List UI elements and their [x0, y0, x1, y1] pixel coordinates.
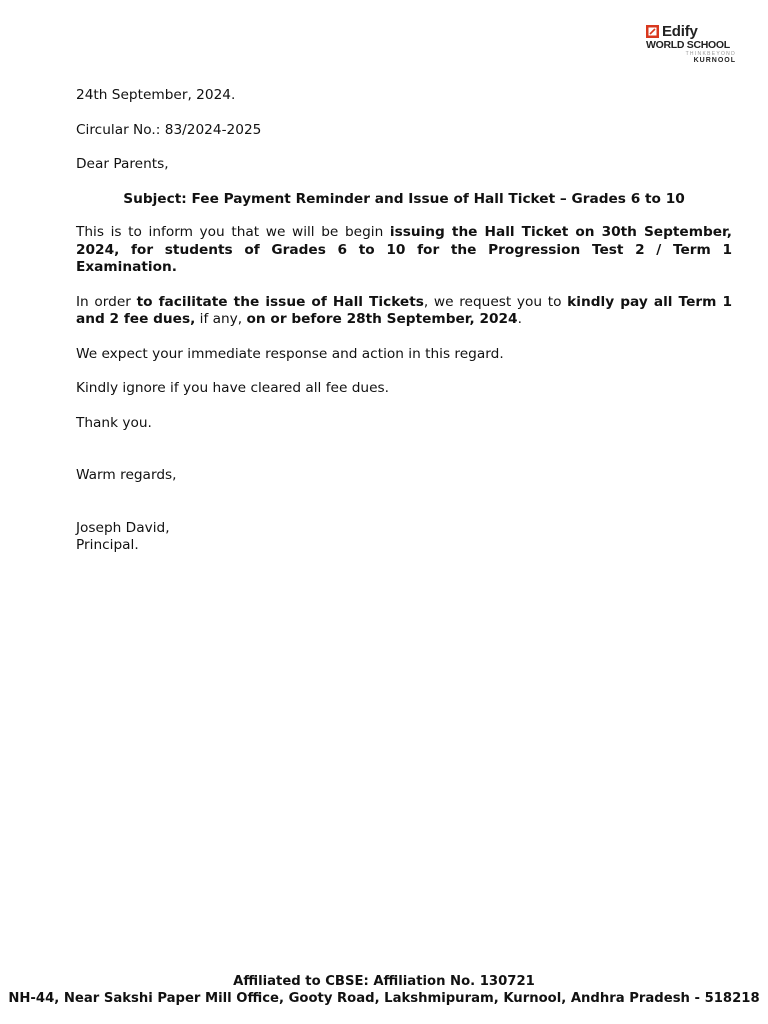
- p1-text: This is to inform you that we will be begin: [76, 224, 390, 240]
- logo-top-row: [646, 22, 741, 40]
- p2-text-c: , we request you to: [423, 293, 568, 310]
- signatory-title: Principal.: [76, 537, 139, 553]
- paragraph-fee-request: [76, 294, 732, 329]
- subject-line: Subject: Fee Payment Reminder and Issue of Hall Ticket – Grades 6 to 10: [123, 190, 685, 207]
- p2-text-g: .: [517, 311, 522, 327]
- paragraph-hall-ticket: [76, 224, 732, 277]
- logo-tagline: THINKBEYOND: [685, 51, 736, 57]
- school-logo: [646, 22, 741, 70]
- signatory-name: Joseph David,: [76, 519, 170, 536]
- p2-bold-d: kindly pay all Term 1 and 2 fee dues,: [76, 293, 732, 327]
- logo-school-text: WORLD SCHOOL: [646, 39, 730, 51]
- salutation: Dear Parents,: [76, 156, 169, 172]
- p2-bold-f: on or before 28th September, 2024: [246, 311, 518, 327]
- address-line: NH-44, Near Sakshi Paper Mill Office, Gooty Road, Lakshmipuram, Kurnool, Andhra Pradesh - 518218: [8, 991, 760, 1006]
- affiliation-line: Affiliated to CBSE: Affiliation No. 130721: [233, 974, 535, 989]
- paragraph-expect: We expect your immediate response and action in this regard.: [76, 345, 504, 362]
- edify-logo-icon: [646, 25, 659, 38]
- page-footer: [0, 973, 768, 1007]
- logo-brand-text: Edify: [662, 22, 698, 40]
- closing-line: Warm regards,: [76, 467, 177, 483]
- p2-bold-b: to facilitate the issue of Hall Tickets: [136, 293, 424, 310]
- paragraph-ignore: Kindly ignore if you have cleared all fee dues.: [76, 380, 389, 396]
- p1-bold: issuing the Hall Ticket on 30th September, 2024, for students of Grades 6 to 10 for the Progression Test 2 / Term 1 Examination.: [76, 224, 732, 275]
- letter-body: [76, 87, 732, 555]
- letter-date: 24th September, 2024.: [76, 87, 236, 103]
- p2-text-a: In order: [76, 293, 137, 310]
- p2-text-e: if any,: [195, 311, 247, 327]
- circular-number: Circular No.: 83/2024-2025: [76, 121, 262, 138]
- logo-city: KURNOOL: [693, 57, 736, 64]
- thanks-line: Thank you.: [76, 414, 152, 431]
